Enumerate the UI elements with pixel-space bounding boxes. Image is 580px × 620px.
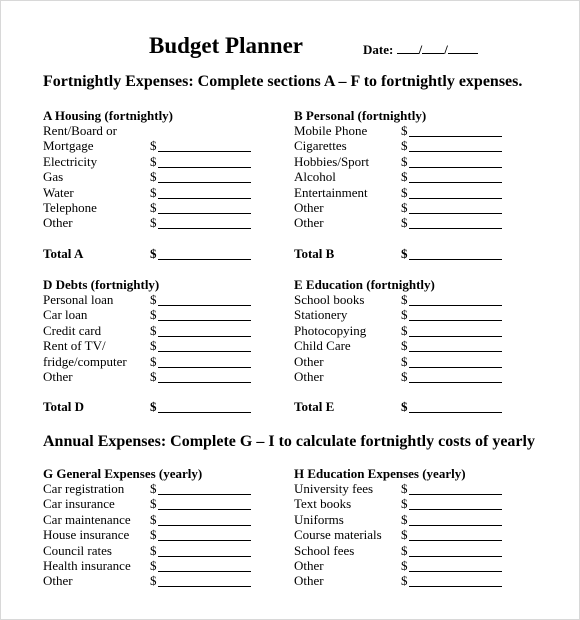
expense-label: Telephone	[43, 199, 97, 215]
expense-row	[43, 185, 283, 200]
expense-row	[43, 558, 283, 573]
dollar-sign: $	[401, 368, 408, 384]
dollar-sign: $	[150, 153, 157, 169]
expense-label: Other	[43, 368, 73, 384]
expense-row	[43, 369, 283, 384]
total-label: Total D	[43, 399, 85, 415]
dollar-sign: $	[401, 123, 408, 138]
amount-blank[interactable]	[409, 213, 502, 214]
expense-label: Hobbies/Sport	[294, 153, 370, 169]
dollar-sign: $	[401, 542, 408, 558]
dollar-sign: $	[401, 199, 408, 215]
expense-row	[294, 354, 534, 369]
dollar-sign: $	[150, 353, 157, 369]
section-b-personal	[294, 108, 534, 261]
date-month-blank[interactable]	[422, 41, 444, 54]
section-h-education-expenses	[294, 466, 534, 589]
amount-blank[interactable]	[158, 540, 251, 541]
amount-blank[interactable]	[409, 509, 502, 510]
expense-label: University fees	[294, 481, 374, 496]
section-e-education	[294, 277, 534, 415]
expense-label: Car loan	[43, 307, 88, 323]
expense-label: Water	[43, 184, 74, 200]
expense-label: Mortgage	[43, 138, 94, 154]
expense-label: Rent of TV/	[43, 338, 106, 354]
expense-label: Credit card	[43, 322, 102, 338]
expense-row	[43, 138, 283, 153]
expense-label: Other	[294, 215, 324, 231]
total-label: Total B	[294, 245, 335, 261]
amount-blank[interactable]	[158, 351, 251, 352]
expense-row	[43, 215, 283, 230]
dollar-sign: $	[401, 184, 408, 200]
dollar-sign: $	[401, 353, 408, 369]
amount-blank[interactable]	[409, 540, 502, 541]
total-amount-blank[interactable]	[409, 412, 502, 413]
dollar-sign: $	[401, 138, 408, 154]
expense-row	[294, 154, 534, 169]
expense-row	[43, 307, 283, 322]
expense-row	[43, 527, 283, 542]
total-label: Total A	[43, 245, 84, 261]
annual-heading: Annual Expenses: Complete G – I to calculate fortnightly costs of yearly	[43, 433, 535, 450]
expense-label: Other	[294, 368, 324, 384]
total-amount-blank[interactable]	[158, 259, 251, 260]
expense-label: Text books	[294, 496, 352, 512]
amount-blank[interactable]	[158, 367, 251, 368]
expense-label: Other	[43, 215, 73, 231]
expense-row	[294, 558, 534, 573]
expense-label: Electricity	[43, 153, 98, 169]
dollar-sign: $	[401, 527, 408, 543]
expense-label: Other	[43, 573, 73, 589]
expense-row	[43, 496, 283, 511]
dollar-sign: $	[150, 245, 157, 261]
expense-row	[43, 512, 283, 527]
total-row	[43, 399, 283, 414]
amount-blank[interactable]	[409, 556, 502, 557]
amount-blank[interactable]	[158, 305, 251, 306]
expense-label: Uniforms	[294, 511, 344, 527]
dollar-sign: $	[150, 322, 157, 338]
date-separator: /	[444, 42, 448, 57]
dollar-sign: $	[150, 399, 157, 415]
expense-row	[294, 481, 534, 496]
expense-row	[43, 169, 283, 184]
section-title: D Debts (fortnightly)	[43, 277, 160, 292]
amount-blank[interactable]	[158, 151, 251, 152]
dollar-sign: $	[401, 215, 408, 231]
date-year-blank[interactable]	[448, 41, 478, 54]
date-separator: /	[418, 42, 423, 57]
expense-row	[294, 185, 534, 200]
total-row	[294, 399, 534, 414]
amount-blank[interactable]	[158, 571, 251, 572]
expense-row	[43, 123, 283, 138]
expense-row	[43, 543, 283, 558]
amount-blank[interactable]	[409, 320, 502, 321]
expense-row	[294, 138, 534, 153]
expense-row	[294, 573, 534, 588]
dollar-sign: $	[401, 481, 408, 496]
dollar-sign: $	[150, 481, 157, 496]
section-title: A Housing (fortnightly)	[43, 108, 174, 123]
date-field	[363, 41, 478, 58]
amount-blank[interactable]	[409, 151, 502, 152]
amount-blank[interactable]	[158, 336, 251, 337]
expense-row	[294, 543, 534, 558]
dollar-sign: $	[401, 399, 408, 415]
dollar-sign: $	[150, 542, 157, 558]
amount-blank[interactable]	[409, 525, 502, 526]
expense-label: Health insurance	[43, 557, 131, 573]
expense-row	[43, 154, 283, 169]
amount-blank[interactable]	[158, 525, 251, 526]
expense-label: Rent/Board or	[43, 123, 118, 138]
expense-label: Child Care	[294, 338, 351, 354]
dollar-sign: $	[401, 557, 408, 573]
amount-blank[interactable]	[158, 509, 251, 510]
expense-row	[43, 200, 283, 215]
amount-blank[interactable]	[409, 494, 502, 495]
amount-blank[interactable]	[409, 228, 502, 229]
expense-row	[294, 200, 534, 215]
expense-row	[294, 123, 534, 138]
amount-blank[interactable]	[158, 182, 251, 183]
amount-blank[interactable]	[158, 320, 251, 321]
dollar-sign: $	[401, 322, 408, 338]
amount-blank[interactable]	[409, 167, 502, 168]
expense-label: Other	[294, 573, 324, 589]
expense-label: Course materials	[294, 527, 382, 543]
dollar-sign: $	[150, 368, 157, 384]
amount-blank[interactable]	[158, 382, 251, 383]
amount-blank[interactable]	[409, 198, 502, 199]
dollar-sign: $	[150, 557, 157, 573]
amount-blank[interactable]	[409, 351, 502, 352]
amount-blank[interactable]	[409, 382, 502, 383]
dollar-sign: $	[150, 169, 157, 185]
amount-blank[interactable]	[158, 198, 251, 199]
expense-row	[294, 369, 534, 384]
expense-label: Gas	[43, 169, 64, 185]
section-title: G General Expenses (yearly)	[43, 466, 203, 481]
expense-row	[43, 292, 283, 307]
dollar-sign: $	[150, 215, 157, 231]
section-d-debts	[43, 277, 283, 415]
dollar-sign: $	[401, 573, 408, 589]
dollar-sign: $	[150, 184, 157, 200]
amount-blank[interactable]	[158, 228, 251, 229]
expense-label: House insurance	[43, 527, 130, 543]
dollar-sign: $	[150, 307, 157, 323]
total-label: Total E	[294, 399, 335, 415]
amount-blank[interactable]	[409, 571, 502, 572]
expense-row	[43, 338, 283, 353]
total-amount-blank[interactable]	[158, 412, 251, 413]
dollar-sign: $	[401, 153, 408, 169]
expense-row	[294, 512, 534, 527]
dollar-sign: $	[401, 496, 408, 512]
dollar-sign: $	[150, 292, 157, 307]
dollar-sign: $	[150, 138, 157, 154]
expense-label: Other	[294, 353, 324, 369]
expense-label: Entertainment	[294, 184, 368, 200]
expense-label: Car maintenance	[43, 511, 131, 527]
expense-row	[294, 292, 534, 307]
expense-row	[43, 354, 283, 369]
dollar-sign: $	[401, 338, 408, 354]
expense-row	[294, 496, 534, 511]
expense-label: fridge/computer	[43, 353, 127, 369]
amount-blank[interactable]	[158, 556, 251, 557]
expense-label: Photocopying	[294, 322, 367, 338]
amount-blank[interactable]	[409, 336, 502, 337]
dollar-sign: $	[401, 511, 408, 527]
dollar-sign: $	[150, 527, 157, 543]
expense-row	[43, 323, 283, 338]
dollar-sign: $	[401, 307, 408, 323]
date-label: Date:	[363, 42, 394, 57]
amount-blank[interactable]	[158, 167, 251, 168]
expense-label: Mobile Phone	[294, 123, 368, 138]
expense-row	[294, 169, 534, 184]
amount-blank[interactable]	[409, 136, 502, 137]
total-amount-blank[interactable]	[409, 259, 502, 260]
expense-row	[43, 481, 283, 496]
expense-row	[294, 307, 534, 322]
section-g-general-expenses	[43, 466, 283, 589]
section-title: B Personal (fortnightly)	[294, 108, 427, 123]
amount-blank[interactable]	[158, 213, 251, 214]
expense-row	[294, 215, 534, 230]
date-day-blank[interactable]	[397, 41, 419, 54]
expense-row	[294, 527, 534, 542]
section-a-housing	[43, 108, 283, 261]
amount-blank[interactable]	[409, 305, 502, 306]
amount-blank[interactable]	[409, 586, 502, 587]
expense-row	[294, 338, 534, 353]
expense-row	[43, 573, 283, 588]
fortnightly-heading: Fortnightly Expenses: Complete sections A – F to fortnightly expenses.	[43, 73, 523, 90]
page-title: Budget Planner	[149, 33, 303, 58]
expense-label: Personal loan	[43, 292, 114, 307]
expense-label: Cigarettes	[294, 138, 347, 154]
dollar-sign: $	[150, 338, 157, 354]
dollar-sign: $	[150, 199, 157, 215]
amount-blank[interactable]	[158, 494, 251, 495]
section-title: E Education (fortnightly)	[294, 277, 435, 292]
dollar-sign: $	[150, 496, 157, 512]
expense-label: Car insurance	[43, 496, 115, 512]
amount-blank[interactable]	[158, 586, 251, 587]
section-title: H Education Expenses (yearly)	[294, 466, 466, 481]
total-row	[43, 246, 283, 261]
expense-label: School fees	[294, 542, 355, 558]
dollar-sign: $	[150, 573, 157, 589]
dollar-sign: $	[150, 511, 157, 527]
expense-label: Alcohol	[294, 169, 336, 185]
expense-label: Stationery	[294, 307, 348, 323]
expense-label: Other	[294, 199, 324, 215]
dollar-sign: $	[401, 292, 408, 307]
amount-blank[interactable]	[409, 367, 502, 368]
expense-label: Council rates	[43, 542, 112, 558]
total-row	[294, 246, 534, 261]
expense-label: School books	[294, 292, 365, 307]
dollar-sign: $	[401, 169, 408, 185]
amount-blank[interactable]	[409, 182, 502, 183]
dollar-sign: $	[401, 245, 408, 261]
expense-label: Other	[294, 557, 324, 573]
expense-label: Car registration	[43, 481, 125, 496]
expense-row	[294, 323, 534, 338]
